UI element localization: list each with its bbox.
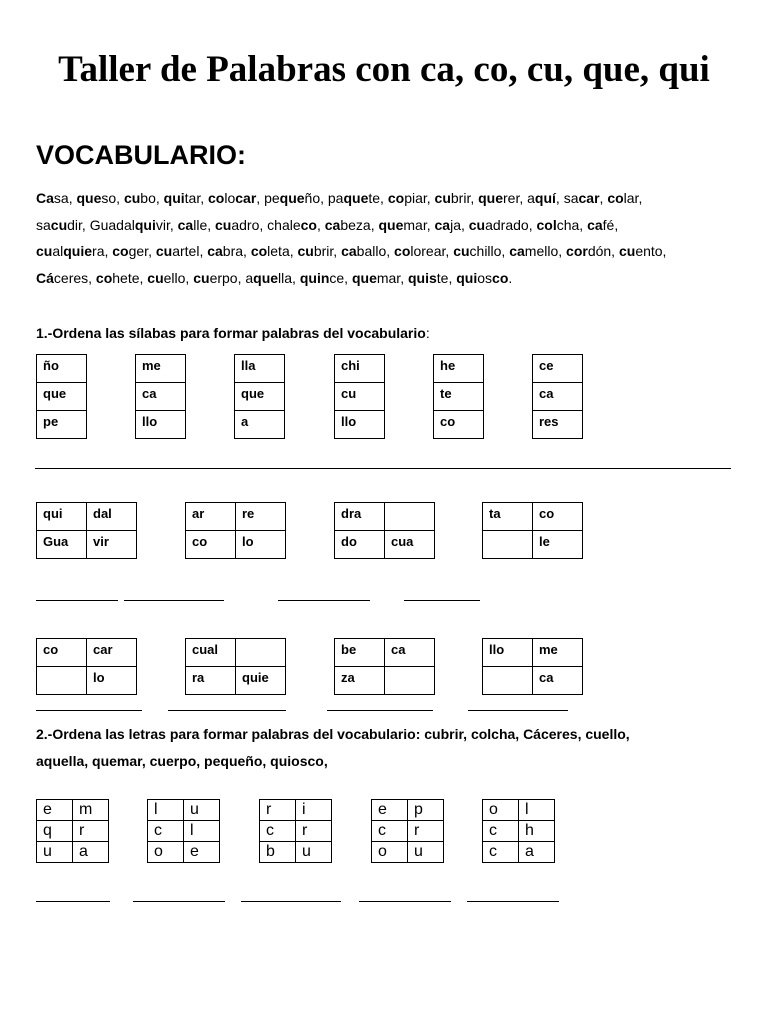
table-row xyxy=(335,531,435,559)
table-cell: que xyxy=(37,383,87,411)
vocab-highlight: cu xyxy=(215,217,232,233)
vocab-highlight: cu xyxy=(155,243,173,259)
vocab-highlight: co xyxy=(394,243,411,259)
table-cell: cua xyxy=(385,531,435,559)
table-row xyxy=(37,411,87,439)
exercise2-instruction-line1: 2.-Ordena las letras para formar palabras del vocabulario: cubrir, colcha, Cáceres, cuello, xyxy=(36,726,630,742)
table-cell: u xyxy=(408,842,444,863)
vocab-text: , pe xyxy=(256,190,280,206)
vocab-text: adrado, xyxy=(485,217,537,233)
table-cell: i xyxy=(296,800,332,821)
vocab-highlight: cor xyxy=(566,243,588,259)
vocab-text: ello, xyxy=(163,270,194,286)
vocab-highlight: que xyxy=(253,270,279,286)
table-row xyxy=(483,667,583,695)
table-row xyxy=(37,531,137,559)
letter-grid xyxy=(482,799,555,863)
table-cell: c xyxy=(483,821,519,842)
vocab-line-4 xyxy=(36,270,512,286)
vocab-highlight: ca xyxy=(324,217,341,233)
divider-line xyxy=(35,468,731,469)
table-cell: c xyxy=(148,821,184,842)
table-row xyxy=(260,800,332,821)
vocab-highlight: qui xyxy=(163,190,185,206)
vocab-text: ceres, xyxy=(53,270,96,286)
table-cell: o xyxy=(372,842,408,863)
syllable-table xyxy=(334,638,435,695)
letter-grid xyxy=(147,799,220,863)
table-cell: co xyxy=(186,531,236,559)
table-cell: r xyxy=(408,821,444,842)
vocab-text: leta, xyxy=(267,243,298,259)
vocab-highlight: Ca xyxy=(36,190,54,206)
table-cell: ra xyxy=(186,667,236,695)
table-cell: l xyxy=(184,821,220,842)
table-row xyxy=(372,821,444,842)
vocab-highlight: que xyxy=(378,217,404,233)
table-row xyxy=(186,667,286,695)
exercise1-instruction xyxy=(36,325,430,341)
syllable-table xyxy=(482,502,583,559)
table-cell: a xyxy=(235,411,285,439)
vocab-highlight: qui xyxy=(134,217,156,233)
table-cell: o xyxy=(483,800,519,821)
table-cell: qui xyxy=(37,503,87,531)
table-cell: b xyxy=(260,842,296,863)
table-cell: u xyxy=(184,800,220,821)
table-cell: ca xyxy=(136,383,186,411)
syllable-table xyxy=(135,354,186,439)
vocab-text: vir, xyxy=(155,217,178,233)
table-row xyxy=(260,821,332,842)
vocab-highlight: que xyxy=(351,270,377,286)
table-row xyxy=(434,383,484,411)
answer-blank xyxy=(36,600,118,601)
answer-blank xyxy=(133,901,225,902)
table-cell: res xyxy=(533,411,583,439)
answer-blank xyxy=(468,710,568,711)
answer-blank xyxy=(327,710,433,711)
table-row xyxy=(235,355,285,383)
vocab-text: lle, xyxy=(193,217,216,233)
table-cell xyxy=(385,503,435,531)
vocab-text: mello, xyxy=(524,243,567,259)
table-cell: ce xyxy=(533,355,583,383)
table-cell: l xyxy=(148,800,184,821)
exercise1-instruction-text: 1.-Ordena las sílabas para formar palabras del vocabulario xyxy=(36,325,426,341)
table-row xyxy=(335,411,385,439)
table-cell xyxy=(236,639,286,667)
table-cell: que xyxy=(235,383,285,411)
vocab-highlight: que xyxy=(279,190,305,206)
syllable-table xyxy=(334,502,435,559)
vocab-text: so, xyxy=(101,190,124,206)
syllable-table xyxy=(36,638,137,695)
syllable-table xyxy=(334,354,385,439)
vocab-highlight: cu xyxy=(297,243,314,259)
vocab-text: al xyxy=(52,243,64,259)
table-cell: ta xyxy=(483,503,533,531)
syllable-table xyxy=(433,354,484,439)
table-row xyxy=(372,800,444,821)
table-row xyxy=(335,383,385,411)
syllable-table xyxy=(532,354,583,439)
vocab-text: piar, xyxy=(404,190,435,206)
table-row xyxy=(483,800,555,821)
table-cell: c xyxy=(260,821,296,842)
vocab-highlight: quí xyxy=(534,190,556,206)
table-cell: me xyxy=(136,355,186,383)
table-cell: m xyxy=(73,800,109,821)
vocab-highlight: car xyxy=(235,190,257,206)
table-cell: e xyxy=(184,842,220,863)
vocab-highlight: ca xyxy=(341,243,357,259)
vocab-text: . xyxy=(508,270,513,286)
vocab-highlight: car xyxy=(578,190,600,206)
answer-blank xyxy=(278,600,370,601)
vocab-highlight: co xyxy=(607,190,624,206)
vocab-text: ja, xyxy=(450,217,469,233)
table-row xyxy=(235,411,285,439)
vocab-text: te, xyxy=(368,190,388,206)
table-cell xyxy=(385,667,435,695)
answer-blank xyxy=(241,901,341,902)
vocab-highlight: co xyxy=(492,270,509,286)
answer-blank xyxy=(404,600,480,601)
table-row xyxy=(335,639,435,667)
table-row xyxy=(483,639,583,667)
vocab-text: dón, xyxy=(587,243,619,259)
table-row xyxy=(260,842,332,863)
table-cell: l xyxy=(519,800,555,821)
vocab-text: ger, xyxy=(128,243,156,259)
vocab-text: dir, Guadal xyxy=(67,217,135,233)
vocab-text: mar, xyxy=(376,270,408,286)
table-cell: co xyxy=(533,503,583,531)
table-row xyxy=(335,503,435,531)
table-cell: a xyxy=(73,842,109,863)
table-cell: co xyxy=(434,411,484,439)
vocab-highlight: cu xyxy=(36,243,53,259)
syllable-table xyxy=(185,638,286,695)
table-cell: vir xyxy=(87,531,137,559)
table-row xyxy=(37,503,137,531)
table-row xyxy=(434,355,484,383)
answer-blank xyxy=(36,901,110,902)
table-row xyxy=(483,503,583,531)
vocab-text: erpo, a xyxy=(209,270,254,286)
table-row xyxy=(235,383,285,411)
vocab-text: sa, xyxy=(53,190,77,206)
table-cell: ca xyxy=(385,639,435,667)
vocab-text: brir, xyxy=(450,190,479,206)
vocab-highlight: cu xyxy=(50,217,68,233)
table-row xyxy=(136,383,186,411)
vocab-text: mar, xyxy=(403,217,435,233)
table-cell: lla xyxy=(235,355,285,383)
table-row xyxy=(335,667,435,695)
answer-blank xyxy=(36,710,142,711)
table-cell: r xyxy=(73,821,109,842)
vocab-text: rer, a xyxy=(503,190,535,206)
table-cell: r xyxy=(296,821,332,842)
vocab-line-1 xyxy=(36,190,642,206)
syllable-table xyxy=(185,502,286,559)
table-row xyxy=(186,639,286,667)
vocab-text: hete, xyxy=(112,270,148,286)
vocab-highlight: col xyxy=(536,217,557,233)
table-cell: be xyxy=(335,639,385,667)
table-row xyxy=(335,355,385,383)
vocab-text: ballo, xyxy=(356,243,395,259)
table-row xyxy=(37,800,109,821)
table-row xyxy=(186,503,286,531)
vocab-highlight: co xyxy=(112,243,129,259)
vocab-highlight: quis xyxy=(407,270,437,286)
table-cell: c xyxy=(483,842,519,863)
table-cell: llo xyxy=(136,411,186,439)
exercise1-instruction-colon: : xyxy=(425,325,430,341)
vocab-highlight: ca xyxy=(434,217,451,233)
table-cell: c xyxy=(372,821,408,842)
vocab-highlight: ca xyxy=(207,243,223,259)
vocabulary-heading: VOCABULARIO: xyxy=(36,140,246,170)
vocab-text: , sa xyxy=(555,190,579,206)
vocab-text: cha, xyxy=(556,217,588,233)
table-cell: ca xyxy=(533,667,583,695)
letter-grid xyxy=(371,799,444,863)
vocab-text: ño, pa xyxy=(304,190,344,206)
vocab-highlight: que xyxy=(478,190,504,206)
vocab-highlight: cu xyxy=(453,243,470,259)
table-row xyxy=(372,842,444,863)
table-row xyxy=(148,821,220,842)
answer-blank xyxy=(168,710,286,711)
table-row xyxy=(136,355,186,383)
table-cell: e xyxy=(372,800,408,821)
letter-grid xyxy=(36,799,109,863)
answer-blank xyxy=(467,901,559,902)
page-title: Taller de Palabras con ca, co, cu, que, qui xyxy=(58,49,710,90)
table-row xyxy=(37,667,137,695)
table-row xyxy=(37,355,87,383)
vocab-highlight: que xyxy=(76,190,102,206)
vocab-highlight: ca xyxy=(587,217,603,233)
vocab-highlight: co xyxy=(95,270,113,286)
table-cell: a xyxy=(519,842,555,863)
table-cell: te xyxy=(434,383,484,411)
vocab-highlight: ca xyxy=(177,217,194,233)
vocab-text: ento, xyxy=(635,243,667,259)
vocab-text: lar, xyxy=(623,190,643,206)
table-cell: u xyxy=(296,842,332,863)
table-cell xyxy=(37,667,87,695)
syllable-table xyxy=(482,638,583,695)
syllable-table xyxy=(36,502,137,559)
vocab-text: lorear, xyxy=(410,243,454,259)
vocab-highlight: qui xyxy=(456,270,478,286)
answer-blank xyxy=(124,600,224,601)
vocab-highlight: Cá xyxy=(36,270,54,286)
table-row xyxy=(533,355,583,383)
table-cell: p xyxy=(408,800,444,821)
vocab-text: beza, xyxy=(340,217,379,233)
table-row xyxy=(136,411,186,439)
vocab-text: os xyxy=(477,270,493,286)
table-row xyxy=(37,383,87,411)
table-cell: quie xyxy=(236,667,286,695)
vocab-text: te, xyxy=(436,270,457,286)
table-cell: le xyxy=(533,531,583,559)
table-cell: cu xyxy=(335,383,385,411)
table-cell: r xyxy=(260,800,296,821)
vocab-text: chillo, xyxy=(469,243,510,259)
table-row xyxy=(483,842,555,863)
table-cell: q xyxy=(37,821,73,842)
table-cell xyxy=(483,531,533,559)
vocab-highlight: cu xyxy=(434,190,451,206)
vocab-text: ra, xyxy=(92,243,113,259)
table-row xyxy=(37,842,109,863)
table-cell: lo xyxy=(236,531,286,559)
vocab-highlight: ca xyxy=(509,243,525,259)
vocab-text: lla, xyxy=(278,270,300,286)
table-row xyxy=(186,531,286,559)
table-cell: llo xyxy=(483,639,533,667)
table-cell: me xyxy=(533,639,583,667)
vocab-text: artel, xyxy=(172,243,208,259)
vocab-text: sa xyxy=(36,217,51,233)
table-cell: za xyxy=(335,667,385,695)
table-cell: pe xyxy=(37,411,87,439)
vocab-text: , xyxy=(599,190,608,206)
vocab-highlight: que xyxy=(343,190,369,206)
table-cell: dra xyxy=(335,503,385,531)
vocab-highlight: co xyxy=(208,190,225,206)
vocab-text: , xyxy=(316,217,325,233)
vocab-line-3 xyxy=(36,243,666,259)
table-cell: ño xyxy=(37,355,87,383)
table-cell: e xyxy=(37,800,73,821)
table-cell: co xyxy=(37,639,87,667)
table-cell: ca xyxy=(533,383,583,411)
table-row xyxy=(37,821,109,842)
table-cell: o xyxy=(148,842,184,863)
vocab-highlight: cu xyxy=(193,270,210,286)
table-row xyxy=(483,821,555,842)
vocab-text: adro, chale xyxy=(231,217,301,233)
table-cell: u xyxy=(37,842,73,863)
table-row xyxy=(37,639,137,667)
vocab-highlight: cu xyxy=(618,243,636,259)
table-cell: dal xyxy=(87,503,137,531)
table-row xyxy=(148,842,220,863)
vocab-text: lo xyxy=(224,190,236,206)
table-cell: chi xyxy=(335,355,385,383)
table-cell: ar xyxy=(186,503,236,531)
table-cell: car xyxy=(87,639,137,667)
table-row xyxy=(533,411,583,439)
exercise2-instruction-line2: aquella, quemar, cuerpo, pequeño, quiosco, xyxy=(36,753,328,769)
vocab-highlight: co xyxy=(387,190,405,206)
answer-blank xyxy=(359,901,451,902)
vocab-highlight: quin xyxy=(299,270,330,286)
vocab-highlight: quie xyxy=(63,243,93,259)
table-cell: do xyxy=(335,531,385,559)
table-cell xyxy=(483,667,533,695)
vocab-text: brir, xyxy=(313,243,342,259)
syllable-table xyxy=(234,354,285,439)
table-row xyxy=(148,800,220,821)
vocab-highlight: cu xyxy=(123,190,141,206)
table-cell: re xyxy=(236,503,286,531)
vocab-highlight: co xyxy=(250,243,268,259)
vocab-highlight: cu xyxy=(468,217,486,233)
table-cell: lo xyxy=(87,667,137,695)
vocab-text: bra, xyxy=(222,243,251,259)
vocab-text: fé, xyxy=(602,217,619,233)
vocab-text: bo, xyxy=(140,190,164,206)
vocab-highlight: cu xyxy=(147,270,164,286)
vocab-highlight: co xyxy=(300,217,317,233)
table-cell: llo xyxy=(335,411,385,439)
table-cell: cual xyxy=(186,639,236,667)
vocab-line-2 xyxy=(36,217,618,233)
table-row xyxy=(483,531,583,559)
syllable-table xyxy=(36,354,87,439)
vocab-text: tar, xyxy=(184,190,209,206)
vocab-text: ce, xyxy=(329,270,352,286)
letter-grid xyxy=(259,799,332,863)
table-cell: h xyxy=(519,821,555,842)
table-row xyxy=(533,383,583,411)
table-row xyxy=(434,411,484,439)
table-cell: he xyxy=(434,355,484,383)
table-cell: Gua xyxy=(37,531,87,559)
